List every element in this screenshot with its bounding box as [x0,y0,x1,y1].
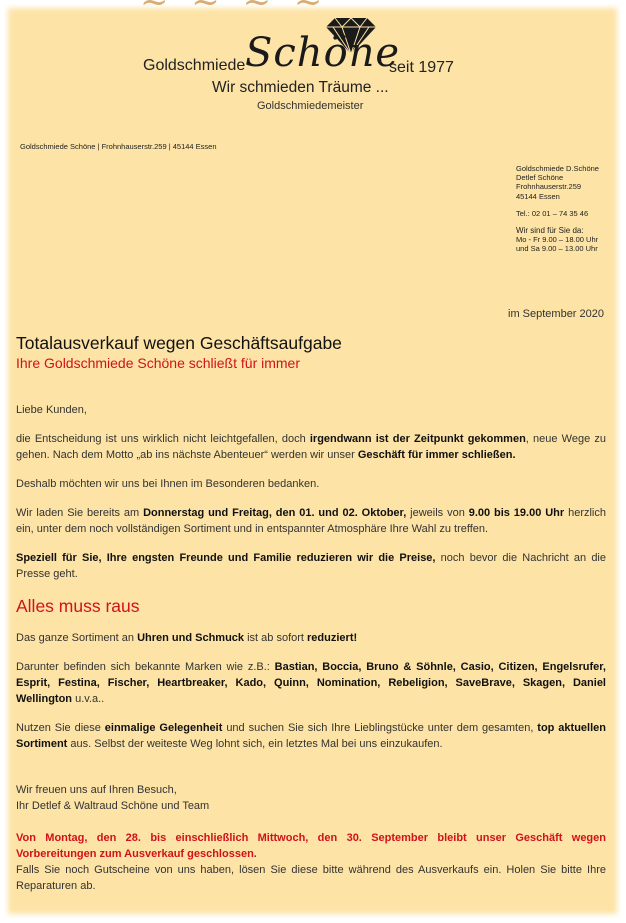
paragraph-opportunity: Nutzen Sie diese einmalige Gelegenheit und suchen Sie sich Ihre Lieblingstücke unter dem gesamten, top aktuellen Sortiment aus. Selbst der weiteste Weg lohnt sich, ein letztes Mal bei uns einzukaufen. [16,722,606,750]
sender-line: Goldschmiede Schöne | Frohnhauserstr.259 | 45144 Essen [20,142,217,151]
subheadline: Ihre Goldschmiede Schöne schließt für immer [16,355,300,371]
paragraph-thanks: Deshalb möchten wir uns bei Ihnen im Besonderen bedanken. [16,478,320,490]
address-line: 45144 Essen [516,191,560,201]
address-line: Frohnhauserstr.259 [516,182,582,192]
closure-notice: Von Montag, den 28. bis einschließlich Mittwoch, den 30. September bleibt unser Geschäft wegen Vorbereitungen zum Ausverkauf geschlossen. [16,832,606,860]
section-title: Alles muss raus [16,596,140,616]
address-block [516,164,599,254]
voucher-notice: Falls Sie noch Gutscheine von uns haben, lösen Sie diese bitte während des Ausverkaufs ein. Holen Sie bitte Ihre Reparaturen ab. [16,864,606,892]
address-line: Detlef Schöne [516,173,564,183]
paragraph-special-prices: Speziell für Sie, Ihre engsten Freunde und Familie reduzieren wir die Preise, noch bevor die Nachricht an die Presse geht. [16,552,606,580]
headline: Totalausverkauf wegen Geschäftsaufgabe [16,333,342,353]
letter-date: im September 2020 [508,308,604,320]
address-line: Goldschmiede D.Schöne [516,164,599,173]
logo-slogan: Wir schmieden Träume ... [212,79,389,96]
hours-line: und Sa 9.00 – 13.00 Uhr [516,244,598,254]
salutation: Liebe Kunden, [16,404,87,416]
logo-subtitle: Goldschmiedemeister [257,100,364,112]
logo-since: seit 1977 [389,59,454,76]
hours-title: Wir sind für Sie da: [516,226,584,236]
phone: Tel.: 02 01 – 74 35 46 [516,208,589,218]
hours-line: Mo - Fr 9.00 – 18.00 Uhr [516,235,599,245]
paragraph-invitation: Wir laden Sie bereits am Donnerstag und Freitag, den 01. und 02. Oktober, jeweils von 9.00 bis 19.00 Uhr herzlich ein, unter dem noch vollständigen Sortiment und in entspannter Atmosphäre Ihre Wahl zu treffen. [16,507,606,535]
paragraph-decision: die Entscheidung ist uns wirklich nicht leichtgefallen, doch irgendwann ist der Zeitpunkt gekommen, neue Wege zu gehen. Nach dem Motto „ab ins nächste Abenteuer“ werden wir unser Geschäft für immer schließen. [16,433,606,461]
letterhead-logo [0,0,626,125]
letter-body [16,332,606,894]
paragraph-assortment: Das ganze Sortiment an Uhren und Schmuck ist ab sofort reduziert! [16,632,358,644]
paragraph-brands: Darunter befinden sich bekannte Marken wie z.B.: Bastian, Boccia, Bruno & Söhnle, Casio, Citizen, Engelsrufer, Esprit, Festina, Fischer, Heartbreaker, Kado, Quinn, Nomination, Rebeligion, SaveBrave, Skagen, Daniel Wellington u.v.a.. [16,661,606,705]
closing-line: Wir freuen uns auf Ihren Besuch, [16,784,177,796]
signature-line: Ihr Detlef & Waltraud Schöne und Team [16,800,210,812]
logo-prefix: Goldschmiede [143,57,246,74]
logo-name: Schöne [245,30,401,76]
